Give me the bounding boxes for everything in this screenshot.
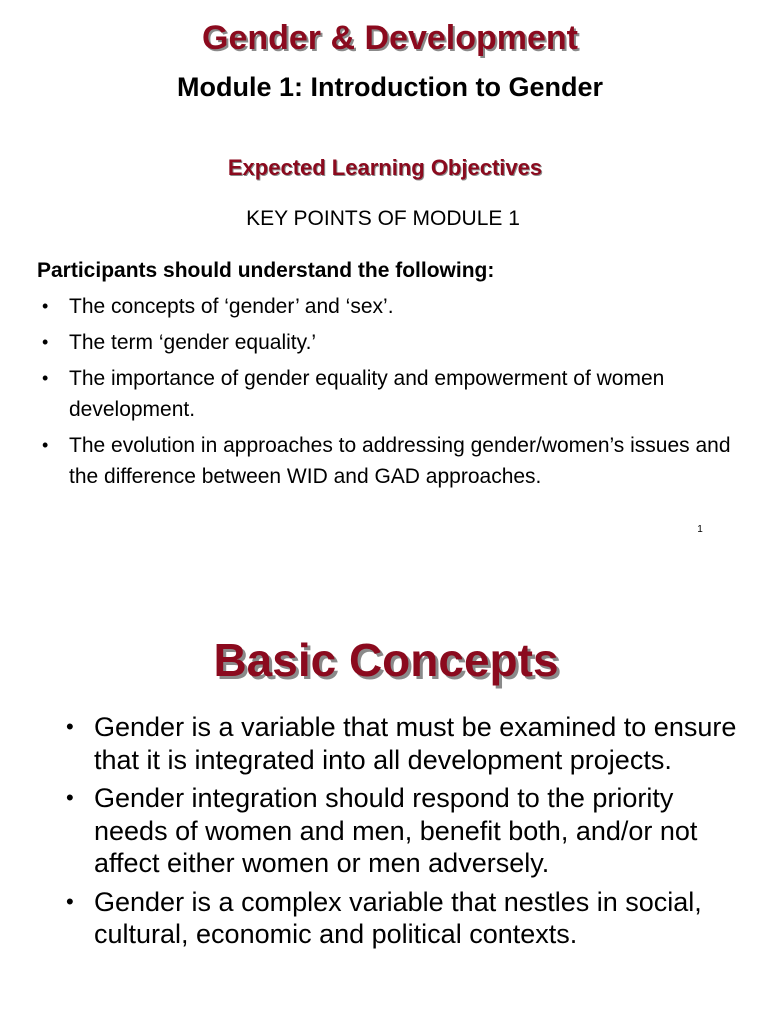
bullet-icon: • [66,714,74,739]
list-item-text: Gender integration should respond to the priority needs of women and men, benefit both, and/or not affect either women or men adversely. [94,783,698,878]
participants-intro: Participants should understand the following: [37,259,495,282]
bullet-icon: • [42,368,49,388]
list-item [42,363,754,425]
list-item-text: Gender is a complex variable that nestles in social, cultural, economic and political contexts. [94,886,702,949]
list-item [66,886,746,951]
slide-1-title: Gender & Development [202,19,578,57]
list-item [42,430,754,492]
bullet-icon: • [66,785,74,810]
slide-2-title: Basic Concepts [213,634,559,686]
concepts-list [66,711,746,957]
list-item [66,711,746,776]
page-number: 1 [697,524,703,535]
list-item-text: The evolution in approaches to addressing gender/women’s issues and the difference between WID and GAD approaches. [69,434,731,488]
list-item-text: The concepts of ‘gender’ and ‘sex’. [69,295,394,318]
list-item [66,782,746,880]
list-item [42,327,754,358]
list-item-text: The importance of gender equality and empowerment of women development. [69,367,665,421]
list-item-text: Gender is a variable that must be examined to ensure that it is integrated into all development projects. [94,712,737,775]
key-points-heading: KEY POINTS OF MODULE 1 [246,207,520,230]
objectives-heading: Expected Learning Objectives [227,155,543,180]
list-item-text: The term ‘gender equality.’ [69,331,317,354]
slide-2 [0,576,768,1024]
bullet-icon: • [42,435,49,455]
bullet-icon: • [42,296,49,316]
list-item [42,291,754,322]
objectives-list [42,291,754,497]
slide-1-subtitle: Module 1: Introduction to Gender [177,72,603,102]
bullet-icon: • [42,332,49,352]
bullet-icon: • [66,888,74,914]
